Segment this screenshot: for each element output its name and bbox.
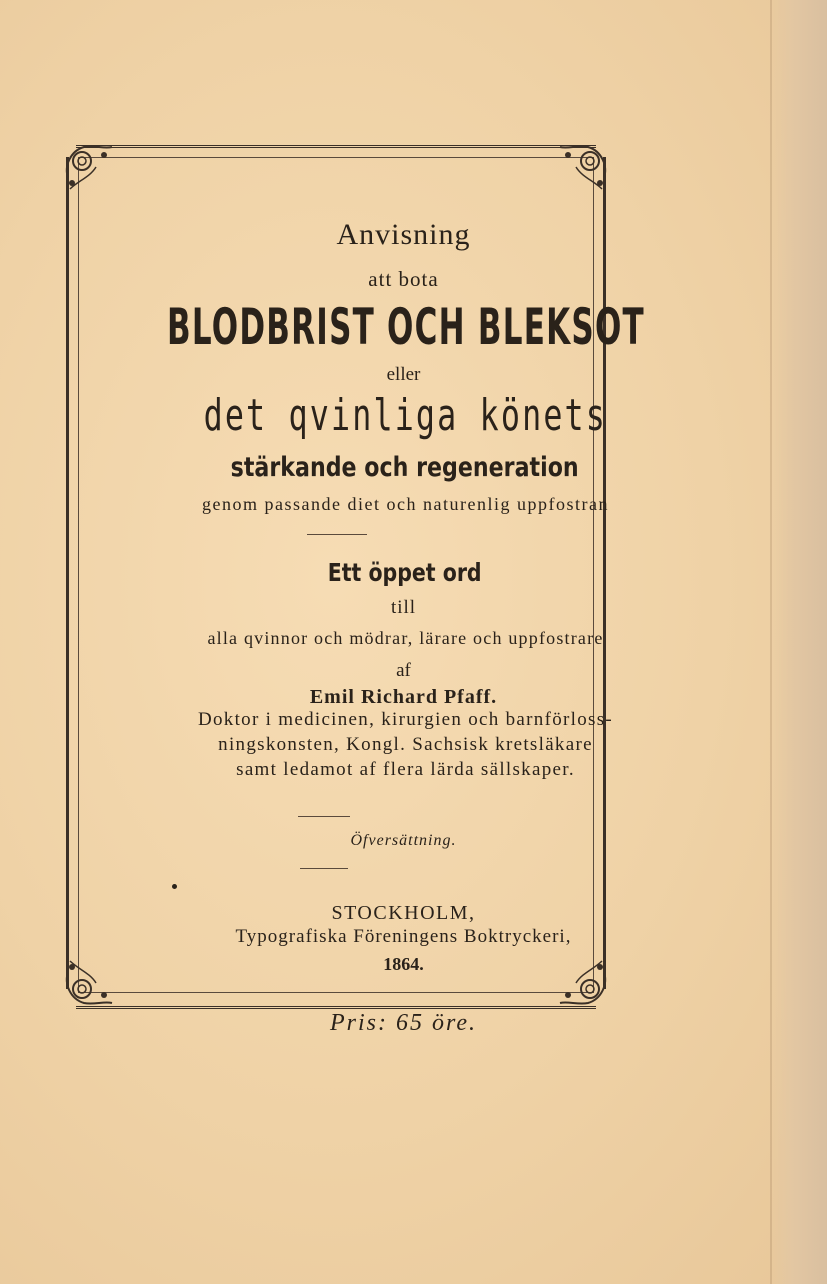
divider bbox=[298, 816, 350, 817]
subtitle-starkande: stärkande och regeneration bbox=[230, 452, 579, 483]
divider bbox=[307, 534, 367, 535]
imprint-printer: Typografiska Föreningens Boktryckeri, bbox=[235, 926, 572, 947]
heading-ett-oppet-ord: Ett öppet ord bbox=[327, 558, 482, 587]
text-af: af bbox=[396, 660, 411, 681]
ornament-corner-icon bbox=[550, 137, 612, 199]
ornament-corner-icon bbox=[60, 137, 122, 199]
author-credentials-line2: ningskonsten, Kongl. Sachsisk kretsläkare bbox=[218, 734, 593, 755]
title-eller: eller bbox=[386, 364, 421, 385]
imprint-year: 1864. bbox=[383, 954, 424, 974]
imprint-city: STOCKHOLM, bbox=[331, 902, 476, 924]
main-title: BLODBRIST OCH BLEKSOT bbox=[166, 298, 645, 356]
price-label: Pris: 65 öre. bbox=[329, 1010, 478, 1036]
title-anvisning: Anvisning bbox=[336, 218, 471, 251]
author-credentials-line3: samt ledamot af flera lärda sällskaper. bbox=[236, 759, 575, 780]
author-name: Emil Richard Pfaff. bbox=[309, 686, 498, 708]
subtitle-qvinliga: det qvinliga könets bbox=[203, 390, 608, 441]
title-att-bota: att bota bbox=[368, 267, 439, 291]
ink-speck bbox=[172, 884, 177, 889]
text-audience: alla qvinnor och mödrar, lärare och uppfostrare bbox=[207, 628, 604, 648]
text-till: till bbox=[390, 597, 417, 618]
translation-note: Öfversättning. bbox=[350, 832, 457, 849]
author-credentials-line1: Doktor i medicinen, kirurgien och barnförloss- bbox=[197, 709, 614, 730]
subtitle-genom: genom passande diet och naturenlig uppfostran bbox=[202, 494, 609, 514]
divider bbox=[300, 868, 348, 869]
